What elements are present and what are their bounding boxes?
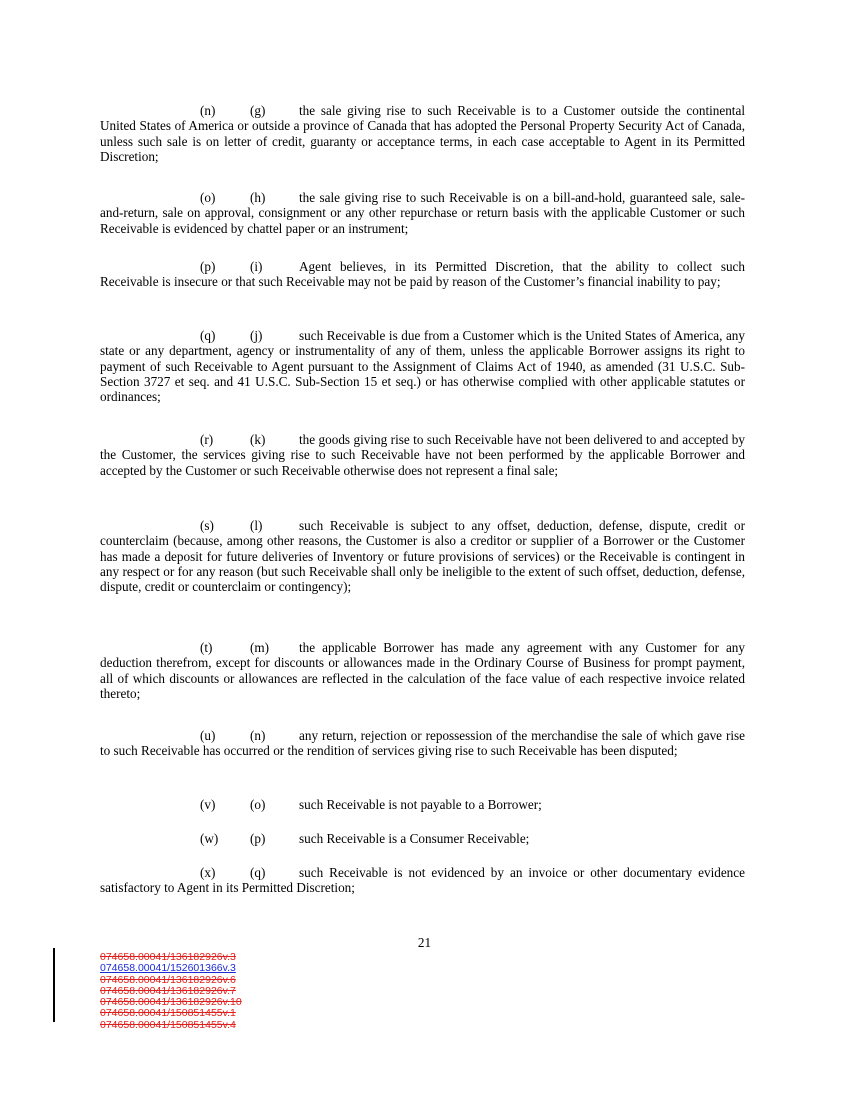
document-id-current: 074658.00041/152601366v.3 <box>100 962 236 975</box>
clause-n <box>100 103 745 164</box>
clause-label-inner: (j) <box>250 328 263 343</box>
revision-change-bar <box>53 948 55 1022</box>
document-id-deleted: 074658.00041/136182926v.7 <box>100 984 236 997</box>
clause-label-outer: (q) <box>200 328 216 343</box>
clause-text: such Receivable is subject to any offset, deduction, defense, dispute, credit or counterclaim (because, among other reasons, the Customer is also a creditor or supplier of a Borrower or the Customer has made a deposit for future deliveries of Inventory or future provisions of services) or the Receivable is contingent in any respect or for any reason (but such Receivable shall only be ineligible to the extent of such offset, deduction, defense, dispute, credit or counterclaim or contingency); <box>100 518 745 595</box>
clause-u <box>100 728 745 759</box>
clause-label-outer: (s) <box>200 518 214 533</box>
clause-label-outer: (r) <box>200 432 214 447</box>
document-id-stack <box>100 952 242 1031</box>
clause-label-outer: (x) <box>200 865 216 880</box>
clause-text: the applicable Borrower has made any agreement with any Customer for any deduction therefrom, except for discounts or allowances made in the Ordinary Course of Business for prompt payment, all of which discounts or allowances are reflected in the calculation of the face value of each respective invoice related thereto; <box>100 640 745 701</box>
clause-label-inner: (g) <box>250 103 266 118</box>
clause-text: such Receivable is due from a Customer which is the United States of America, any state or any department, agency or instrumentality of any of them, unless the applicable Borrower assigns its right to payment of such Receivable to Agent pursuant to the Assignment of Claims Act of 1940, as amended (31 U.S.C. Sub-Section 3727 et seq. and 41 U.S.C. Sub-Section 15 et seq.) or has otherwise complied with other applicable statutes or ordinances; <box>100 328 745 405</box>
clause-text: such Receivable is a Consumer Receivable; <box>299 831 530 846</box>
clause-label-inner: (q) <box>250 865 266 880</box>
clause-label-inner: (i) <box>250 259 263 274</box>
clause-label-outer: (t) <box>200 640 213 655</box>
clause-label-inner: (h) <box>250 190 266 205</box>
document-id-deleted: 074658.00041/150851455v.1 <box>100 1007 236 1020</box>
clause-t <box>100 640 745 701</box>
clause-label-inner: (l) <box>250 518 263 533</box>
clause-q <box>100 328 745 404</box>
page-number: 21 <box>417 935 432 950</box>
clause-label-inner: (n) <box>250 728 266 743</box>
document-id-deleted: 074658.00041/136182926v.3 <box>100 951 236 963</box>
clause-label-inner: (p) <box>250 831 266 846</box>
clause-o <box>100 190 745 236</box>
clause-text: such Receivable is not payable to a Borrower; <box>299 797 542 812</box>
clause-label-inner: (o) <box>250 797 266 812</box>
document-id-deleted: 074658.00041/150851455v.4 <box>100 1018 236 1031</box>
clause-text: such Receivable is not evidenced by an invoice or other documentary evidence satisfactory to Agent in its Permitted Discretion; <box>100 865 745 896</box>
document-id-deleted: 074658.00041/136182926v.10 <box>100 996 242 1009</box>
clause-text: the sale giving rise to such Receivable is on a bill-and-hold, guaranteed sale, sale-and-return, sale on approval, consignment or any other repurchase or return basis with the applicable Customer or such Receivable is evidenced by chattel paper or an instrument; <box>100 190 745 236</box>
document-id-deleted: 074658.00041/136182926v.6 <box>100 973 236 986</box>
clause-label-outer: (p) <box>200 259 216 274</box>
clause-label-inner: (m) <box>250 640 270 655</box>
clause-v <box>100 797 745 812</box>
clause-s <box>100 518 745 594</box>
clause-x <box>100 865 745 896</box>
clause-label-outer: (o) <box>200 190 216 205</box>
clause-r <box>100 432 745 478</box>
clause-label-outer: (u) <box>200 728 216 743</box>
clause-label-outer: (v) <box>200 797 216 812</box>
clause-text: any return, rejection or repossession of the merchandise the sale of which gave rise to such Receivable has occurred or the rendition of services giving rise to such Receivable has been disputed; <box>100 728 745 759</box>
clause-text: the sale giving rise to such Receivable is to a Customer outside the continental United States of America or outside a province of Canada that has adopted the Personal Property Security Act of Canada, unless such sale is on letter of credit, guaranty or acceptance terms, in each case acceptable to Agent in its Permitted Discretion; <box>100 103 745 164</box>
clause-label-outer: (n) <box>200 103 216 118</box>
clause-w <box>100 831 745 846</box>
clause-label-inner: (k) <box>250 432 266 447</box>
clause-text: Agent believes, in its Permitted Discretion, that the ability to collect such Receivable is insecure or that such Receivable may not be paid by reason of the Customer’s financial inability to pay; <box>100 259 745 290</box>
clause-text: the goods giving rise to such Receivable have not been delivered to and accepted by the Customer, the services giving rise to such Receivable have not been performed by the applicable Borrower and accepted by the Customer or such Receivable otherwise does not represent a final sale; <box>100 432 745 478</box>
clause-label-outer: (w) <box>200 831 219 846</box>
clause-p <box>100 259 745 290</box>
